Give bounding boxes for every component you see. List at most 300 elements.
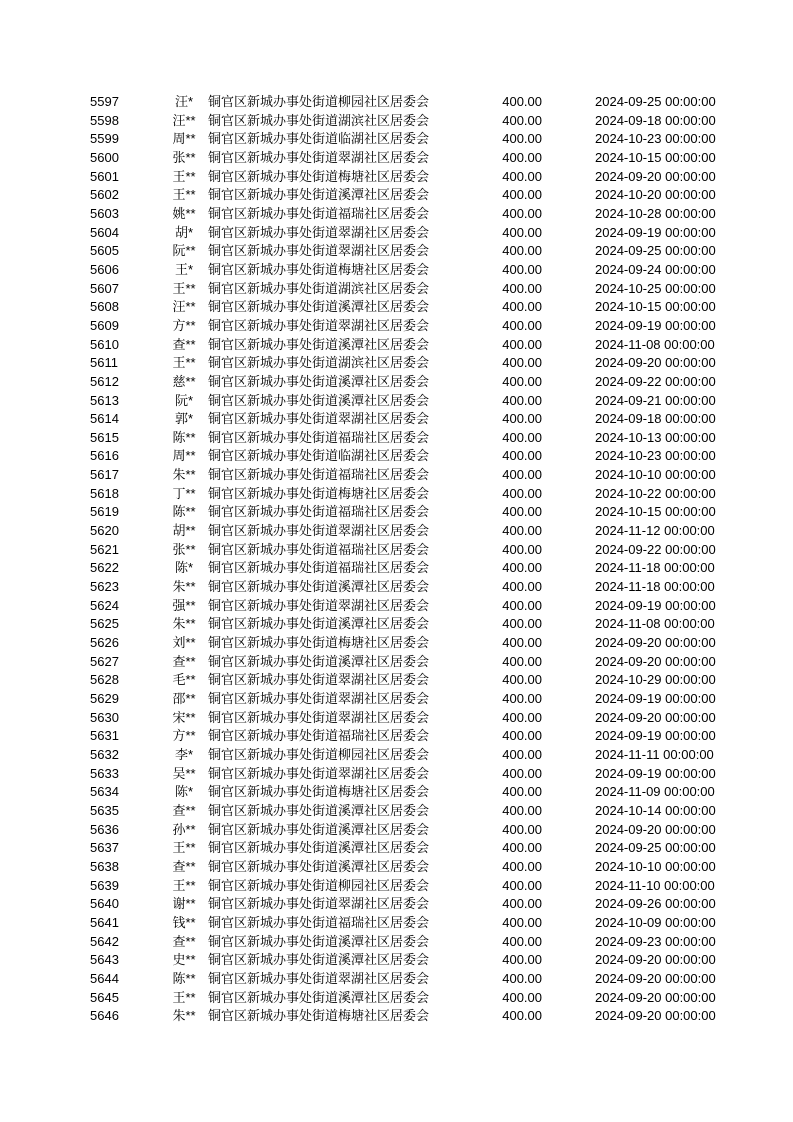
row-datetime: 2024-11-09 00:00:00: [595, 784, 715, 800]
row-amount: 400.00: [502, 448, 542, 464]
row-datetime: 2024-09-20 00:00:00: [595, 168, 716, 184]
row-id: 5625: [90, 616, 119, 632]
row-organization: 铜官区新城办事处街道溪潭社区居委会: [208, 579, 430, 595]
table-row: [0, 615, 793, 634]
row-name: 查**: [172, 802, 196, 818]
row-organization: 铜官区新城办事处街道福瑞社区居委会: [208, 728, 430, 744]
row-datetime: 2024-09-21 00:00:00: [595, 392, 716, 408]
row-id: 5610: [90, 336, 119, 352]
row-organization: 铜官区新城办事处街道翠湖社区居委会: [208, 149, 430, 165]
row-organization: 铜官区新城办事处街道福瑞社区居委会: [208, 914, 430, 930]
row-datetime: 2024-10-28 00:00:00: [595, 205, 716, 221]
row-name: 宋**: [172, 709, 196, 725]
table-row: [0, 130, 793, 149]
row-amount: 400.00: [502, 541, 542, 557]
row-organization: 铜官区新城办事处街道翠湖社区居委会: [208, 597, 430, 613]
row-datetime: 2024-09-19 00:00:00: [595, 224, 716, 240]
row-name: 朱**: [172, 616, 196, 632]
row-datetime: 2024-11-18 00:00:00: [595, 560, 715, 576]
row-amount: 400.00: [502, 504, 542, 520]
row-organization: 铜官区新城办事处街道翠湖社区居委会: [208, 970, 430, 986]
row-amount: 400.00: [502, 952, 542, 968]
row-name: 慈**: [172, 373, 196, 389]
row-name: 查**: [172, 858, 196, 874]
row-amount: 400.00: [502, 411, 542, 427]
row-id: 5621: [90, 541, 119, 557]
row-amount: 400.00: [502, 914, 542, 930]
row-organization: 铜官区新城办事处街道梅塘社区居委会: [208, 635, 430, 651]
row-amount: 400.00: [502, 896, 542, 912]
row-datetime: 2024-10-14 00:00:00: [595, 802, 716, 818]
row-amount: 400.00: [502, 691, 542, 706]
row-organization: 铜官区新城办事处街道溪潭社区居委会: [208, 933, 430, 949]
row-name: 谢**: [172, 896, 196, 912]
row-datetime: 2024-11-08 00:00:00: [595, 616, 715, 632]
row-organization: 铜官区新城办事处街道翠湖社区居委会: [208, 243, 430, 259]
row-id: 5637: [90, 840, 119, 856]
row-name: 王**: [172, 355, 196, 371]
row-organization: 铜官区新城办事处街道溪潭社区居委会: [208, 373, 430, 389]
row-id: 5627: [90, 653, 119, 669]
row-name: 陈**: [172, 970, 196, 986]
row-datetime: 2024-10-23 00:00:00: [595, 448, 716, 464]
row-organization: 铜官区新城办事处街道溪潭社区居委会: [208, 802, 430, 818]
row-organization: 铜官区新城办事处街道溪潭社区居委会: [208, 653, 430, 669]
row-id: 5613: [90, 392, 119, 408]
row-organization: 铜官区新城办事处街道福瑞社区居委会: [208, 504, 430, 520]
records-table: [0, 93, 793, 1026]
row-datetime: 2024-10-15 00:00:00: [595, 299, 716, 315]
row-name: 周**: [172, 131, 196, 147]
row-datetime: 2024-09-25 00:00:00: [595, 243, 716, 259]
row-datetime: 2024-11-10 00:00:00: [595, 877, 715, 893]
table-row: [0, 765, 793, 784]
table-row: [0, 821, 793, 840]
row-datetime: 2024-10-25 00:00:00: [595, 280, 716, 296]
table-row: [0, 373, 793, 392]
row-organization: 铜官区新城办事处街道福瑞社区居委会: [208, 541, 430, 557]
row-amount: 400.00: [502, 709, 542, 725]
row-id: 5608: [90, 299, 119, 315]
table-row: [0, 951, 793, 970]
row-name: 丁**: [172, 485, 196, 501]
table-row: [0, 317, 793, 336]
row-name: 阮**: [172, 243, 196, 259]
row-amount: 400.00: [502, 616, 542, 632]
row-name: 邵**: [172, 691, 196, 706]
row-datetime: 2024-09-20 00:00:00: [595, 970, 716, 986]
row-name: 汪**: [172, 112, 196, 128]
row-organization: 铜官区新城办事处街道福瑞社区居委会: [208, 205, 430, 221]
row-organization: 铜官区新城办事处街道柳园社区居委会: [208, 877, 430, 893]
row-id: 5638: [90, 858, 119, 874]
row-name: 陈*: [174, 560, 194, 576]
table-row: [0, 783, 793, 802]
row-amount: 400.00: [502, 672, 542, 688]
row-amount: 400.00: [502, 355, 542, 371]
row-name: 陈*: [174, 784, 194, 800]
row-datetime: 2024-09-22 00:00:00: [595, 541, 716, 557]
row-id: 5599: [90, 131, 119, 147]
table-row: [0, 205, 793, 224]
row-datetime: 2024-09-23 00:00:00: [595, 933, 716, 949]
row-datetime: 2024-11-08 00:00:00: [595, 336, 715, 352]
table-row: [0, 877, 793, 896]
row-amount: 400.00: [502, 429, 542, 445]
row-datetime: 2024-10-10 00:00:00: [595, 858, 716, 874]
row-organization: 铜官区新城办事处街道翠湖社区居委会: [208, 672, 430, 688]
row-id: 5604: [90, 224, 119, 240]
row-organization: 铜官区新城办事处街道溪潭社区居委会: [208, 187, 430, 203]
row-datetime: 2024-09-20 00:00:00: [595, 821, 716, 837]
table-row: [0, 168, 793, 187]
row-id: 5639: [90, 877, 119, 893]
table-row: [0, 802, 793, 821]
table-row: [0, 149, 793, 168]
row-datetime: 2024-09-18 00:00:00: [595, 112, 716, 128]
row-amount: 400.00: [502, 336, 542, 352]
table-row: [0, 634, 793, 653]
table-row: [0, 522, 793, 541]
row-organization: 铜官区新城办事处街道翠湖社区居委会: [208, 523, 430, 539]
table-row: [0, 839, 793, 858]
row-datetime: 2024-10-23 00:00:00: [595, 131, 716, 147]
row-amount: 400.00: [502, 467, 542, 483]
row-amount: 400.00: [502, 205, 542, 221]
table-row: [0, 559, 793, 578]
row-name: 陈**: [172, 504, 196, 520]
row-amount: 400.00: [502, 1008, 542, 1024]
table-row: [0, 485, 793, 504]
row-id: 5624: [90, 597, 119, 613]
row-amount: 400.00: [502, 373, 542, 389]
row-name: 王*: [174, 261, 194, 277]
table-row: [0, 578, 793, 597]
row-id: 5630: [90, 709, 119, 725]
row-datetime: 2024-09-25 00:00:00: [595, 840, 716, 856]
table-row: [0, 242, 793, 261]
table-row: [0, 410, 793, 429]
row-name: 刘**: [172, 635, 196, 651]
row-name: 方**: [172, 728, 196, 744]
row-datetime: 2024-09-26 00:00:00: [595, 896, 716, 912]
table-row: [0, 653, 793, 672]
row-amount: 400.00: [502, 840, 542, 856]
row-amount: 400.00: [502, 989, 542, 1005]
row-datetime: 2024-09-20 00:00:00: [595, 989, 716, 1005]
row-name: 王**: [172, 187, 196, 203]
row-name: 朱**: [172, 1008, 196, 1024]
row-datetime: 2024-10-09 00:00:00: [595, 914, 716, 930]
row-name: 王**: [172, 877, 196, 893]
row-id: 5645: [90, 989, 119, 1005]
row-id: 5636: [90, 821, 119, 837]
row-organization: 铜官区新城办事处街道临湖社区居委会: [208, 448, 430, 464]
table-row: [0, 671, 793, 690]
row-id: 5631: [90, 728, 119, 744]
row-id: 5644: [90, 970, 119, 986]
table-row: [0, 690, 793, 709]
row-amount: 400.00: [502, 653, 542, 669]
row-amount: 400.00: [502, 261, 542, 277]
row-datetime: 2024-09-20 00:00:00: [595, 1008, 716, 1024]
row-datetime: 2024-09-22 00:00:00: [595, 373, 716, 389]
table-row: [0, 93, 793, 112]
row-name: 阮*: [174, 392, 194, 408]
row-datetime: 2024-10-22 00:00:00: [595, 485, 716, 501]
row-datetime: 2024-10-29 00:00:00: [595, 672, 716, 688]
row-organization: 铜官区新城办事处街道梅塘社区居委会: [208, 168, 430, 184]
row-amount: 400.00: [502, 765, 542, 781]
row-name: 史**: [172, 952, 196, 968]
table-row: [0, 261, 793, 280]
row-id: 5640: [90, 896, 119, 912]
table-row: [0, 186, 793, 205]
row-name: 孙**: [172, 821, 196, 837]
table-row: [0, 503, 793, 522]
row-id: 5635: [90, 802, 119, 818]
row-organization: 铜官区新城办事处街道梅塘社区居委会: [208, 784, 430, 800]
row-organization: 铜官区新城办事处街道溪潭社区居委会: [208, 616, 430, 632]
row-datetime: 2024-11-18 00:00:00: [595, 579, 715, 595]
row-id: 5615: [90, 429, 119, 445]
row-datetime: 2024-09-20 00:00:00: [595, 709, 716, 725]
table-row: [0, 392, 793, 411]
row-name: 周**: [172, 448, 196, 464]
table-row: [0, 354, 793, 373]
row-organization: 铜官区新城办事处街道溪潭社区居委会: [208, 989, 430, 1005]
row-name: 汪*: [174, 94, 194, 109]
row-name: 郭*: [174, 411, 194, 427]
row-datetime: 2024-09-18 00:00:00: [595, 411, 716, 427]
table-row: [0, 746, 793, 765]
row-name: 方**: [172, 317, 196, 333]
row-name: 王**: [172, 280, 196, 296]
row-name: 姚**: [172, 205, 196, 221]
row-name: 胡*: [174, 224, 194, 240]
row-amount: 400.00: [502, 802, 542, 818]
row-organization: 铜官区新城办事处街道翠湖社区居委会: [208, 896, 430, 912]
row-name: 张**: [172, 541, 196, 557]
row-id: 5607: [90, 280, 119, 296]
row-id: 5643: [90, 952, 119, 968]
row-amount: 400.00: [502, 299, 542, 315]
row-amount: 400.00: [502, 523, 542, 539]
row-organization: 铜官区新城办事处街道翠湖社区居委会: [208, 709, 430, 725]
row-id: 5634: [90, 784, 119, 800]
table-row: [0, 989, 793, 1008]
row-amount: 400.00: [502, 784, 542, 800]
row-organization: 铜官区新城办事处街道柳园社区居委会: [208, 94, 430, 109]
row-name: 王**: [172, 168, 196, 184]
row-datetime: 2024-09-25 00:00:00: [595, 94, 716, 109]
row-id: 5628: [90, 672, 119, 688]
row-datetime: 2024-09-19 00:00:00: [595, 317, 716, 333]
table-row: [0, 709, 793, 728]
table-row: [0, 1007, 793, 1026]
row-id: 5623: [90, 579, 119, 595]
row-id: 5605: [90, 243, 119, 259]
row-amount: 400.00: [502, 821, 542, 837]
row-id: 5609: [90, 317, 119, 333]
row-organization: 铜官区新城办事处街道翠湖社区居委会: [208, 691, 430, 706]
row-amount: 400.00: [502, 243, 542, 259]
row-id: 5619: [90, 504, 119, 520]
row-amount: 400.00: [502, 635, 542, 651]
row-organization: 铜官区新城办事处街道溪潭社区居委会: [208, 952, 430, 968]
row-organization: 铜官区新城办事处街道福瑞社区居委会: [208, 560, 430, 576]
row-name: 毛**: [172, 672, 196, 688]
row-amount: 400.00: [502, 317, 542, 333]
row-id: 5617: [90, 467, 119, 483]
row-organization: 铜官区新城办事处街道翠湖社区居委会: [208, 765, 430, 781]
row-name: 王**: [172, 840, 196, 856]
row-amount: 400.00: [502, 858, 542, 874]
row-datetime: 2024-10-15 00:00:00: [595, 149, 716, 165]
row-name: 吴**: [172, 765, 196, 781]
table-row: [0, 224, 793, 243]
row-id: 5606: [90, 261, 119, 277]
row-organization: 铜官区新城办事处街道福瑞社区居委会: [208, 467, 430, 483]
row-organization: 铜官区新城办事处街道翠湖社区居委会: [208, 411, 430, 427]
row-amount: 400.00: [502, 728, 542, 744]
row-organization: 铜官区新城办事处街道梅塘社区居委会: [208, 261, 430, 277]
row-datetime: 2024-11-12 00:00:00: [595, 523, 715, 539]
table-row: [0, 727, 793, 746]
row-id: 5612: [90, 373, 119, 389]
table-row: [0, 541, 793, 560]
row-organization: 铜官区新城办事处街道柳园社区居委会: [208, 746, 430, 762]
table-row: [0, 112, 793, 131]
row-name: 查**: [172, 933, 196, 949]
row-organization: 铜官区新城办事处街道湖滨社区居委会: [208, 355, 430, 371]
row-datetime: 2024-10-20 00:00:00: [595, 187, 716, 203]
table-row: [0, 336, 793, 355]
row-amount: 400.00: [502, 579, 542, 595]
row-organization: 铜官区新城办事处街道溪潭社区居委会: [208, 392, 430, 408]
row-id: 5598: [90, 112, 119, 128]
row-name: 汪**: [172, 299, 196, 315]
row-datetime: 2024-09-24 00:00:00: [595, 261, 716, 277]
row-amount: 400.00: [502, 131, 542, 147]
row-amount: 400.00: [502, 112, 542, 128]
row-id: 5626: [90, 635, 119, 651]
row-amount: 400.00: [502, 224, 542, 240]
row-name: 查**: [172, 336, 196, 352]
row-datetime: 2024-09-20 00:00:00: [595, 355, 716, 371]
row-id: 5646: [90, 1008, 119, 1024]
row-organization: 铜官区新城办事处街道梅塘社区居委会: [208, 1008, 430, 1024]
row-id: 5620: [90, 523, 119, 539]
row-amount: 400.00: [502, 877, 542, 893]
row-datetime: 2024-09-20 00:00:00: [595, 952, 716, 968]
table-row: [0, 597, 793, 616]
row-organization: 铜官区新城办事处街道临湖社区居委会: [208, 131, 430, 147]
row-id: 5642: [90, 933, 119, 949]
table-row: [0, 858, 793, 877]
row-id: 5633: [90, 765, 119, 781]
row-datetime: 2024-11-11 00:00:00: [595, 746, 714, 762]
row-amount: 400.00: [502, 149, 542, 165]
table-row: [0, 895, 793, 914]
row-organization: 铜官区新城办事处街道湖滨社区居委会: [208, 112, 430, 128]
row-organization: 铜官区新城办事处街道福瑞社区居委会: [208, 429, 430, 445]
row-organization: 铜官区新城办事处街道溪潭社区居委会: [208, 840, 430, 856]
row-datetime: 2024-09-20 00:00:00: [595, 653, 716, 669]
row-name: 王**: [172, 989, 196, 1005]
row-id: 5622: [90, 560, 119, 576]
row-organization: 铜官区新城办事处街道翠湖社区居委会: [208, 224, 430, 240]
row-amount: 400.00: [502, 597, 542, 613]
table-row: [0, 466, 793, 485]
row-organization: 铜官区新城办事处街道溪潭社区居委会: [208, 821, 430, 837]
row-organization: 铜官区新城办事处街道湖滨社区居委会: [208, 280, 430, 296]
row-id: 5611: [90, 355, 118, 371]
row-datetime: 2024-09-19 00:00:00: [595, 597, 716, 613]
row-name: 李*: [174, 746, 194, 762]
row-id: 5632: [90, 746, 119, 762]
row-amount: 400.00: [502, 485, 542, 501]
row-name: 钱**: [172, 914, 196, 930]
row-amount: 400.00: [502, 970, 542, 986]
row-datetime: 2024-09-20 00:00:00: [595, 635, 716, 651]
row-name: 强**: [172, 597, 196, 613]
row-datetime: 2024-10-10 00:00:00: [595, 467, 716, 483]
table-row: [0, 429, 793, 448]
row-datetime: 2024-10-15 00:00:00: [595, 504, 716, 520]
row-amount: 400.00: [502, 94, 542, 109]
table-row: [0, 933, 793, 952]
table-row: [0, 970, 793, 989]
row-id: 5616: [90, 448, 119, 464]
row-name: 朱**: [172, 467, 196, 483]
row-datetime: 2024-10-13 00:00:00: [595, 429, 716, 445]
row-organization: 铜官区新城办事处街道溪潭社区居委会: [208, 336, 430, 352]
row-id: 5614: [90, 411, 119, 427]
row-datetime: 2024-09-19 00:00:00: [595, 691, 716, 706]
row-datetime: 2024-09-19 00:00:00: [595, 765, 716, 781]
row-amount: 400.00: [502, 280, 542, 296]
row-name: 胡**: [172, 523, 196, 539]
table-row: [0, 447, 793, 466]
row-id: 5603: [90, 205, 119, 221]
row-organization: 铜官区新城办事处街道翠湖社区居委会: [208, 317, 430, 333]
row-organization: 铜官区新城办事处街道溪潭社区居委会: [208, 858, 430, 874]
row-id: 5602: [90, 187, 119, 203]
row-organization: 铜官区新城办事处街道溪潭社区居委会: [208, 299, 430, 315]
row-datetime: 2024-09-19 00:00:00: [595, 728, 716, 744]
table-row: [0, 298, 793, 317]
row-id: 5629: [90, 691, 119, 706]
row-id: 5600: [90, 149, 119, 165]
table-row: [0, 280, 793, 299]
row-name: 朱**: [172, 579, 196, 595]
row-amount: 400.00: [502, 392, 542, 408]
table-row: [0, 914, 793, 933]
row-name: 张**: [172, 149, 196, 165]
row-amount: 400.00: [502, 933, 542, 949]
row-amount: 400.00: [502, 560, 542, 576]
row-organization: 铜官区新城办事处街道梅塘社区居委会: [208, 485, 430, 501]
row-name: 查**: [172, 653, 196, 669]
row-id: 5601: [90, 168, 119, 184]
row-amount: 400.00: [502, 187, 542, 203]
row-amount: 400.00: [502, 746, 542, 762]
row-id: 5597: [90, 94, 119, 109]
row-name: 陈**: [172, 429, 196, 445]
row-id: 5641: [90, 914, 119, 930]
row-amount: 400.00: [502, 168, 542, 184]
